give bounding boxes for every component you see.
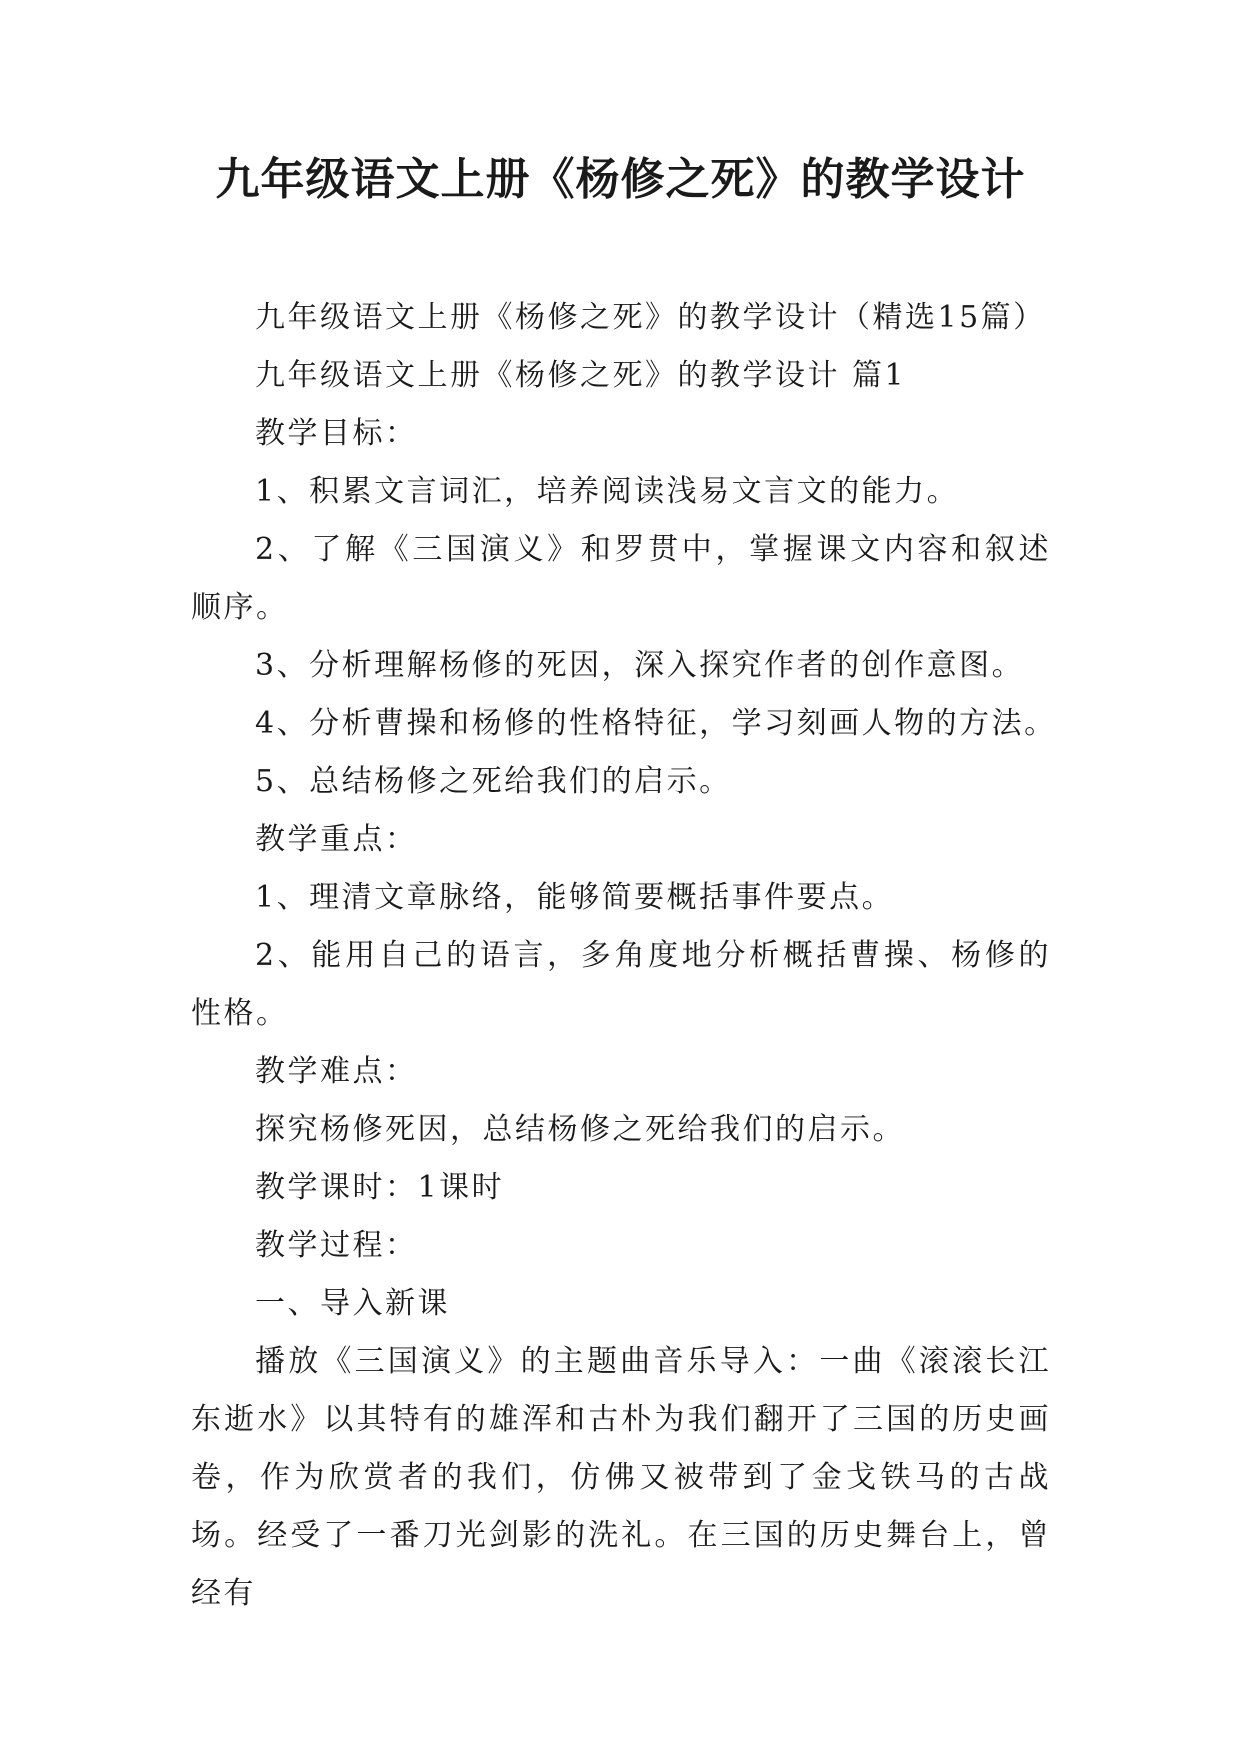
objective-item: 1、积累文言词汇，培养阅读浅易文言文的能力。 [255,474,960,509]
key-point-item: 2、能用自己的语言，多角度地分析概括曹操、杨修的性格。 [191,938,1051,1031]
objective-item: 5、总结杨修之死给我们的启示。 [255,764,732,799]
heading-difficulties: 教学难点： [255,1054,418,1089]
objective-item: 2、了解《三国演义》和罗贯中，掌握课文内容和叙述顺序。 [191,532,1051,625]
heading-class-hours: 教学课时：1课时 [255,1170,505,1205]
objective-item: 4、分析曹操和杨修的性格特征，学习刻画人物的方法。 [255,706,1057,741]
subtitle-paragraph: 九年级语文上册《杨修之死》的教学设计（精选15篇） [255,300,1046,335]
heading-process: 教学过程： [255,1228,418,1263]
key-point-item: 1、理清文章脉络，能够简要概括事件要点。 [255,880,895,915]
heading-objectives: 教学目标： [255,416,418,451]
body-paragraph: 播放《三国演义》的主题曲音乐导入：一曲《滚滚长江东逝水》以其特有的雄浑和古朴为我们翻开了三国的历史画卷，作为欣赏者的我们，仿佛又被带到了金戈铁马的古战场。经受了一番刀光剑影的洗礼。在三国的历史舞台上，曾经有 [191,1344,1051,1611]
step-heading: 一、导入新课 [255,1286,450,1321]
section-heading: 九年级语文上册《杨修之死》的教学设计 篇1 [255,358,907,393]
document-title: 九年级语文上册《杨修之死》的教学设计 [215,154,1026,205]
heading-key-points: 教学重点： [255,822,418,857]
document-body [191,289,1057,1623]
difficulty-item: 探究杨修死因，总结杨修之死给我们的启示。 [255,1112,905,1147]
objective-item: 3、分析理解杨修的死因，深入探究作者的创作意图。 [255,648,1025,683]
